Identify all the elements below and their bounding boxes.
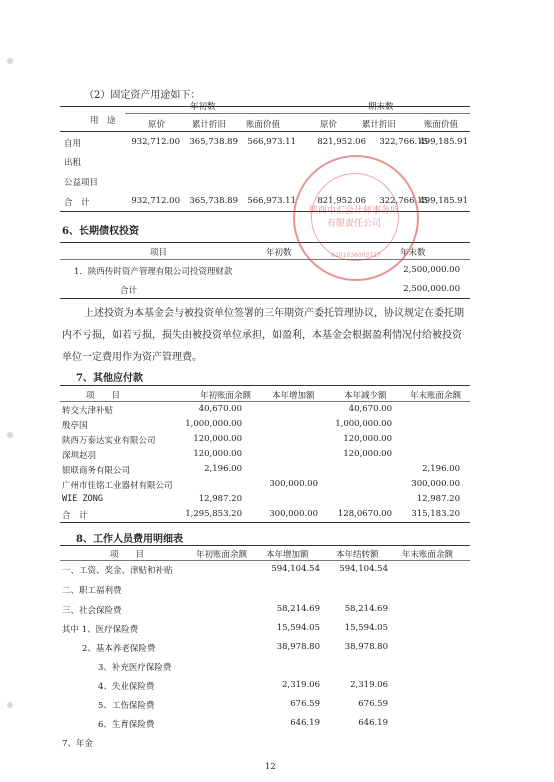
page-number: 12: [265, 762, 276, 772]
cell-end-dep: 322,766.15: [379, 137, 428, 147]
row-label: 公益项目: [64, 178, 99, 188]
cell-begin-dep: 365,738.89: [189, 137, 238, 147]
row-label: 自用: [64, 139, 82, 149]
col-header-dec: 本年减少额: [344, 391, 387, 401]
col-header-end: 年末账面余额: [402, 550, 454, 560]
cell-settle: 15,594.05: [344, 623, 388, 633]
section-title-6: 6、长期债权投资: [62, 226, 139, 237]
col-header-inc: 本年增加额: [272, 391, 315, 401]
cell-inc: 300,000.00: [269, 479, 318, 489]
cell-dec: 40,670.00: [348, 404, 392, 414]
row-label: 二、职工福利费: [62, 586, 122, 596]
row-label: 陕西万泰达实业有限公司: [62, 436, 156, 446]
row-label: 5、工伤保险费: [98, 701, 155, 711]
cell-end-orig: 821,952.06: [317, 196, 366, 206]
header-bottom-rule: [60, 131, 470, 132]
cell-end: 12,987.20: [416, 494, 460, 504]
cell-dec: 120,000.00: [343, 449, 392, 459]
row-label: 其中 1、医疗保险费: [62, 625, 139, 635]
header-bottom-rule: [60, 259, 470, 260]
table-bottom-rule: [60, 522, 470, 523]
official-seal-text: 陕西中汇会计师事务所有限责任公司: [308, 206, 399, 229]
col-header-item: 项 目: [110, 550, 145, 560]
cell-inc: 2,319.06: [282, 680, 320, 690]
cell-end: 315,183.20: [411, 509, 460, 519]
col-header-book-end: 账面价值: [424, 120, 459, 130]
row-label-total: 合 计: [62, 511, 88, 521]
col-header-book: 账面价值: [246, 120, 281, 130]
cell-begin: 2,196.00: [204, 464, 242, 474]
fixed-assets-intro: （2）固定资产用途如下：: [84, 90, 201, 101]
cell-inc: 594,104.54: [271, 564, 320, 574]
col-header-begin: 年初数: [266, 248, 292, 258]
cell-inc: 58,214.69: [276, 604, 320, 614]
header-bottom-rule: [60, 401, 470, 402]
cell-end: 2,196.00: [422, 464, 460, 474]
row-label: 深圳赵羽: [62, 451, 97, 461]
cell-begin: 1,295,853.20: [185, 509, 242, 519]
section-title-8: 8、工作人员费用明细表: [76, 534, 183, 545]
row-label: 殷亭国: [62, 421, 88, 431]
col-header-begin: 年初账面余额: [200, 391, 252, 401]
cell-settle: 646.19: [358, 718, 388, 728]
row-label: 一、工资、奖金、津贴和补贴: [62, 566, 173, 576]
row-label-total: 合 计: [64, 198, 90, 208]
cell-inc: 646.19: [290, 718, 320, 728]
col-header-dep-end: 累计折旧: [362, 120, 397, 130]
paragraph-line: 内不亏损，如若亏损，损失由被投资单位承担，如盈利，本基金会根据盈利情况付给被投资: [62, 330, 462, 341]
cell-settle: 594,104.54: [339, 564, 388, 574]
col-header-use: 用 途: [90, 116, 116, 126]
row-label: 银联商务有限公司: [62, 466, 131, 476]
cell-begin-dep: 365,738.89: [189, 196, 238, 206]
row-label: 转交大津补贴: [62, 406, 114, 416]
row-label: WIE ZONG: [62, 494, 103, 504]
cell-inc: 676.59: [290, 699, 320, 709]
row-label-total: 合计: [120, 286, 138, 296]
table-top-rule: [60, 106, 470, 107]
col-header-begin: 年初数: [190, 102, 216, 112]
cell-begin-orig: 932,712.00: [131, 137, 180, 147]
cell-begin: 40,670.00: [198, 404, 242, 414]
row-label: 出租: [64, 158, 82, 168]
binder-hole: [7, 432, 13, 438]
cell-dec: 128,0670.00: [337, 509, 392, 519]
row-label: 3、补充医疗保险费: [98, 663, 172, 673]
binder-hole: [7, 702, 13, 708]
cell-inc: 15,594.05: [276, 623, 320, 633]
cell-settle: 38,978.80: [344, 642, 388, 652]
cell-dec: 1,000,000.00: [335, 419, 392, 429]
row-label: 6、生育保险费: [98, 720, 155, 730]
col-header-orig: 原价: [148, 120, 166, 130]
table-top-rule: [60, 545, 470, 546]
cell-begin-orig: 932,712.00: [131, 196, 180, 206]
paragraph-line: 上述投资为本基金会与被投资单位签署的三年期资产委托管理协议，协议规定在委托期: [84, 308, 464, 319]
cell-begin-book: 566,973.11: [247, 137, 296, 147]
cell-inc: 300,000.00: [269, 509, 318, 519]
col-header-begin: 年初账面余额: [196, 550, 248, 560]
row-label: 广州市佳铭工业器材有限公司: [62, 481, 173, 491]
cell-begin-book: 566,973.11: [247, 196, 296, 206]
cell-begin: 120,000.00: [193, 449, 242, 459]
binder-hole: [7, 58, 13, 64]
cell-begin: 1,000,000.00: [185, 419, 242, 429]
cell-begin: 12,987.20: [198, 494, 242, 504]
col-header-orig-end: 原价: [320, 120, 338, 130]
col-header-end: 年末账面余额: [410, 391, 462, 401]
col-header-settle: 本年结转额: [336, 550, 379, 560]
col-header-end: 期末数: [368, 102, 394, 112]
table-bottom-rule: [60, 298, 470, 299]
cell-begin: 120,000.00: [193, 434, 242, 444]
paragraph-line: 单位一定费用作为资产管理费。: [62, 352, 202, 363]
cell-settle: 2,319.06: [350, 680, 388, 690]
official-seal: [293, 155, 419, 281]
cell-inc: 38,978.80: [276, 642, 320, 652]
cell-end-dep: 322,766.15: [379, 196, 428, 206]
official-seal-code: 6101036003727: [331, 252, 381, 259]
header-sub-rule: [125, 113, 470, 114]
header-bottom-rule: [60, 560, 470, 561]
row-label: 1．陕西传时资产管理有限公司投资理财款: [74, 267, 233, 277]
col-header-item: 项目: [150, 248, 168, 258]
row-label: 三、社会保险费: [62, 606, 122, 616]
section-title-7: 7、其他应付款: [76, 373, 143, 384]
cell-end-orig: 821,952.06: [317, 137, 366, 147]
cell-end: 300,000.00: [411, 479, 460, 489]
cell-end-book: 499,185.91: [419, 137, 468, 147]
cell-end-total: 2,500,000.00: [403, 284, 460, 294]
col-header-end: 年末数: [400, 248, 426, 258]
row-label: 2、基本养老保险费: [82, 644, 156, 654]
row-label: 7、年金: [62, 739, 93, 749]
cell-settle: 676.59: [358, 699, 388, 709]
col-header-item: 项 目: [86, 391, 121, 401]
cell-settle: 58,214.69: [344, 604, 388, 614]
row-label: 4、失业保险费: [98, 682, 155, 692]
cell-end-book: 499,185.91: [419, 196, 468, 206]
cell-end: 2,500,000.00: [403, 265, 460, 275]
cell-dec: 120,000.00: [343, 434, 392, 444]
col-header-inc: 本年增加额: [266, 550, 309, 560]
col-header-dep: 累计折旧: [192, 120, 227, 130]
table-top-rule: [60, 385, 470, 386]
